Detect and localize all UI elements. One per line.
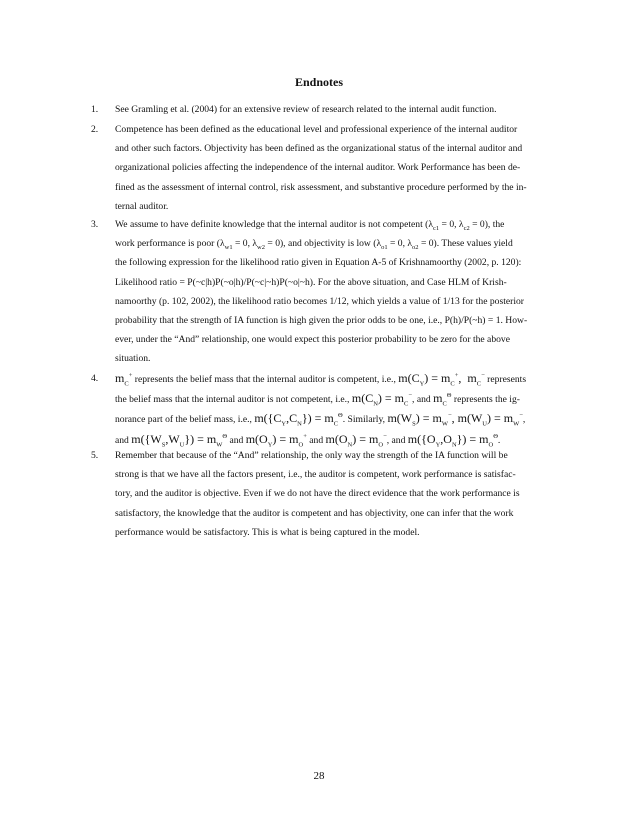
- endnote-2: [92, 120, 552, 216]
- endnote-line: See Gramling et al. (2004) for an extensive review of research related to the internal audit function.: [115, 104, 497, 115]
- endnote-3: [92, 215, 552, 369]
- endnote-line: We assume to have definite knowledge that the internal auditor is not competent ($\lambda_{c1} = 0$, $\lambda_{c2} = 0$), the: [115, 219, 505, 232]
- endnote-1: [92, 100, 552, 119]
- endnote-line: namoorthy (p. 102, 2002), the likelihood ratio becomes 1/12, which yields a value of 1/13 for the posterior: [115, 295, 524, 307]
- endnote-5: [92, 446, 552, 542]
- endnote-line: organizational policies affecting the independence of the internal auditor. Work Performance has been de-: [115, 162, 521, 174]
- endnote-line: Remember that because of the “And” relationship, the only way the strength of the IA function will be: [115, 450, 508, 461]
- endnote-line: Competence has been defined as the educational level and professional experience of the internal auditor: [115, 124, 518, 135]
- endnote-line: situation.: [115, 353, 151, 365]
- endnote-line: work performance is poor ($\lambda_{w1} = 0$, $\lambda_{w2} = 0$), and objectivity is low ($\lambda_{o1} = 0$, $\lambda_{o2} = 0$). These values yield: [115, 238, 513, 252]
- endnote-line: fined as the assessment of internal control, risk assessment, and substantive procedure performed by the in-: [115, 181, 527, 193]
- endnote-4: [92, 369, 552, 450]
- endnote-line: performance would be satisfactory. This is what is being captured in the model.: [115, 526, 420, 538]
- endnote-line: strong is that we have all the factors present, i.e., the auditor is competent, work performance is satisfac-: [115, 469, 516, 481]
- endnote-line: Likelihood ratio = P(~c|h)P(~o|h)/P(~c|~h)P(~o|~h). For the above situation, and Case HLM of Krish-: [115, 276, 507, 288]
- endnote-number: 4.: [91, 373, 99, 384]
- page-number: 28: [313, 770, 325, 782]
- endnote-number: 5.: [91, 450, 99, 461]
- endnote-line: the belief mass that the internal auditor is not competent, i.e., $m(C_N) = m_C^-$, and $m_C^\Theta$ represents the ig-: [115, 391, 520, 408]
- endnote-number: 1.: [91, 104, 99, 115]
- endnote-line: satisfactory, the knowledge that the auditor is competent and has objectivity, one can infer that the work: [115, 507, 514, 519]
- endnote-line: ever, under the “And” relationship, one would expect this posterior probability to be zero for the above: [115, 334, 510, 346]
- endnote-line: probability that the strength of IA function is high given the prior odds to be one, i.e., P(h)/P(~h) = 1. How-: [115, 315, 528, 327]
- endnote-number: 2.: [91, 124, 99, 135]
- endnote-line: and other such factors. Objectivity has been defined as the organizational status of the internal auditor and: [115, 143, 523, 155]
- endnote-number: 3.: [91, 219, 99, 230]
- endnote-line: and $m(\{W_S,W_U\}) = m_W^\Theta$ and $m(O_Y) = m_O^+$ and $m(O_N) = m_O^-$, and $m(\{O_Y,O_N\}) = m_O^\Theta$.: [115, 431, 501, 448]
- endnote-line: ternal auditor.: [115, 200, 169, 212]
- endnote-line: $m_C^+$ represents the belief mass that the internal auditor is competent, i.e., $m(C_Y) = m_C^+$, $m_C^-$ represents: [115, 371, 527, 388]
- endnote-line: norance part of the belief mass, i.e., $m(\{C_Y,C_N\}) = m_C^\Theta$. Similarly, $m(W_S) = m_W^-$, $m(W_U) = m_W^-$,: [115, 411, 526, 428]
- endnote-line: the following expression for the likelihood ratio given in Equation A-5 of Krishnamoorthy (2002, p. 120):: [115, 257, 522, 269]
- endnote-line: tory, and the auditor is objective. Even if we do not have the direct evidence that the work performance is: [115, 488, 520, 500]
- page-title: Endnotes: [294, 75, 344, 89]
